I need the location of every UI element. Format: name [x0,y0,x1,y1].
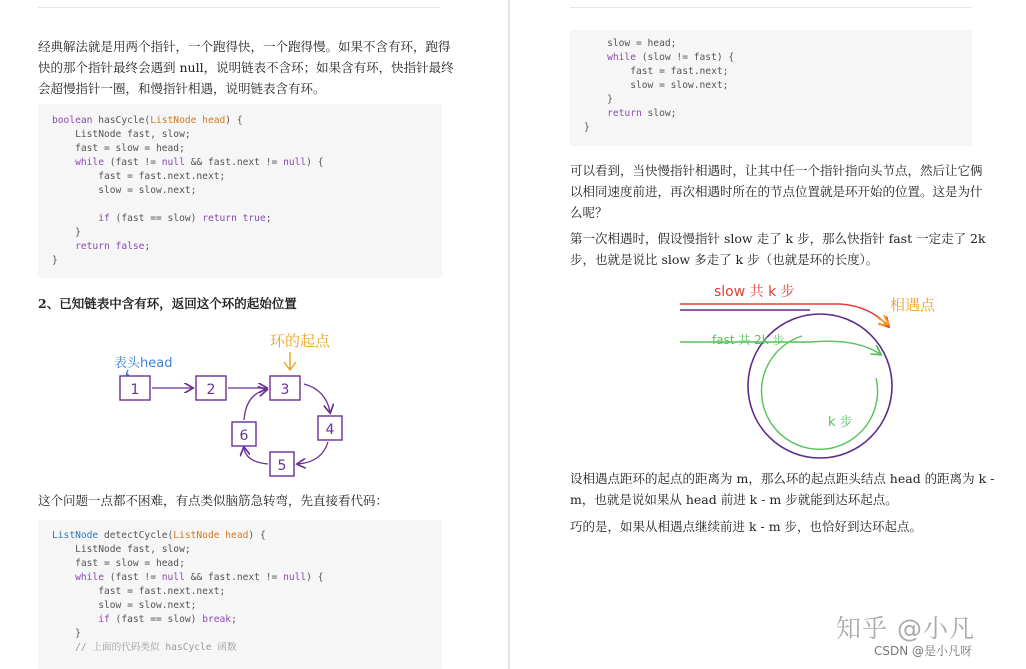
code-line: fast = fast.next.next; [52,171,226,182]
code-block-return-slow [570,30,972,146]
left-page [0,0,508,669]
zhihu-watermark: 知乎 @小凡 [836,614,975,643]
code-line: slow = slow.next; [52,185,197,196]
code-intro-text [38,490,388,511]
node-label: 5 [277,458,287,474]
node-label: 2 [206,382,216,398]
intro-line: 经典解法就是用两个指针，一个跑得快，一个跑得慢。如果不含有环，跑得 [38,39,451,54]
code-line: } [52,255,58,266]
code-line: if (fast == slow) break; [52,614,237,625]
head-label: 表头head [114,356,173,371]
node-label: 1 [130,382,140,398]
code-line: slow = head; [584,38,677,49]
explanation-paragraph-1 [570,160,983,223]
explanation-paragraph-3 [570,468,994,510]
meeting-point-diagram [570,274,970,464]
code-line: ListNode detectCycle(ListNode head) { [52,530,266,541]
code-line: } [584,122,590,133]
cycle-start-arrow [284,352,296,370]
para-line: 以相同速度前进，再次相遇时所在的节点位置就是环开始的位置。这是为什 [570,184,983,199]
node-label: 6 [239,428,249,444]
code-line: } [584,94,613,105]
intro-line: 会超慢指针一圈，和慢指针相遇，说明链表含有环。 [38,81,326,96]
code-line: } [52,227,81,238]
code-line: return slow; [584,108,677,119]
para-line: 么呢？ [570,205,608,220]
code-line: ListNode fast, slow; [52,544,191,555]
meet-arrow [878,318,888,324]
right-page [512,0,1026,669]
edge-arrow [298,442,328,464]
linked-list-cycle-diagram [100,322,360,482]
fast-label: fast 共 2k 步 [712,333,785,347]
cycle-start-label: 环的起点 [270,332,331,350]
fast-path-loop [762,336,878,449]
code-line: while (slow != fast) { [584,52,735,63]
code-line [52,198,428,212]
intro-paragraph [38,36,454,99]
code-line: boolean hasCycle(ListNode head) { [52,115,243,126]
code-block-detect-cycle [38,520,442,669]
code-block-has-cycle [38,104,442,278]
code-line: fast = fast.next.next; [52,586,226,597]
para-line: 可以看到，当快慢指针相遇时，让其中任一个指针指向头节点，然后让它俩 [570,163,983,178]
code-line: slow = slow.next; [52,600,197,611]
code-line: while (fast != null && fast.next != null) { [52,572,324,583]
code-line: // 上面的代码类似 hasCycle 函数 [52,642,237,653]
explanation-paragraph-2 [570,228,986,270]
edge-arrow [244,448,268,464]
code-line: while (fast != null && fast.next != null) { [52,157,324,168]
csdn-credit: CSDN @是小凡呀 [874,644,973,658]
code-line: fast = slow = head; [52,558,185,569]
code-line: ListNode fast, slow; [52,129,191,140]
top-rule [38,7,440,8]
code-line: return false; [52,241,151,252]
code-line: fast = slow = head; [52,143,185,154]
para-line: m，也就是说如果从 head 前进 k - m 步就能到达环起点。 [570,492,898,507]
page-divider [508,0,510,669]
para-line: 巧的是，如果从相遇点继续前进 k - m 步，也恰好到达环起点。 [570,519,923,534]
para-line: 设相遇点距环的起点的距离为 m，那么环的起点距头结点 head 的距离为 k - [570,471,995,486]
edge-arrow [304,384,330,412]
para-line: 第一次相遇时，假设慢指针 slow 走了 k 步，那么快指针 fast 一定走了 2k [570,231,986,246]
slow-label: slow 共 k 步 [714,284,795,300]
top-rule [570,7,972,8]
para-line: 步，也就是说比 slow 多走了 k 步（也就是环的长度）。 [570,252,879,267]
code-line: fast = fast.next; [584,66,729,77]
node-label: 3 [280,382,290,398]
code-intro-line: 这个问题一点都不困难，有点类似脑筋急转弯，先直接看代码： [38,493,389,508]
code-line: if (fast == slow) return true; [52,213,272,224]
section-heading: 2、已知链表中含有环，返回这个环的起始位置 [38,296,297,311]
k-steps-label: k 步 [828,415,853,430]
intro-line: 快的那个指针最终会遇到 null，说明链表不含环；如果含有环，快指针最终 [38,60,454,75]
edge-arrow [244,390,266,420]
node-label: 4 [325,422,335,438]
explanation-paragraph-4 [570,516,922,537]
slow-path [680,304,888,326]
code-line: slow = slow.next; [584,80,729,91]
code-line: } [52,628,81,639]
meet-point-label: 相遇点 [890,296,936,314]
